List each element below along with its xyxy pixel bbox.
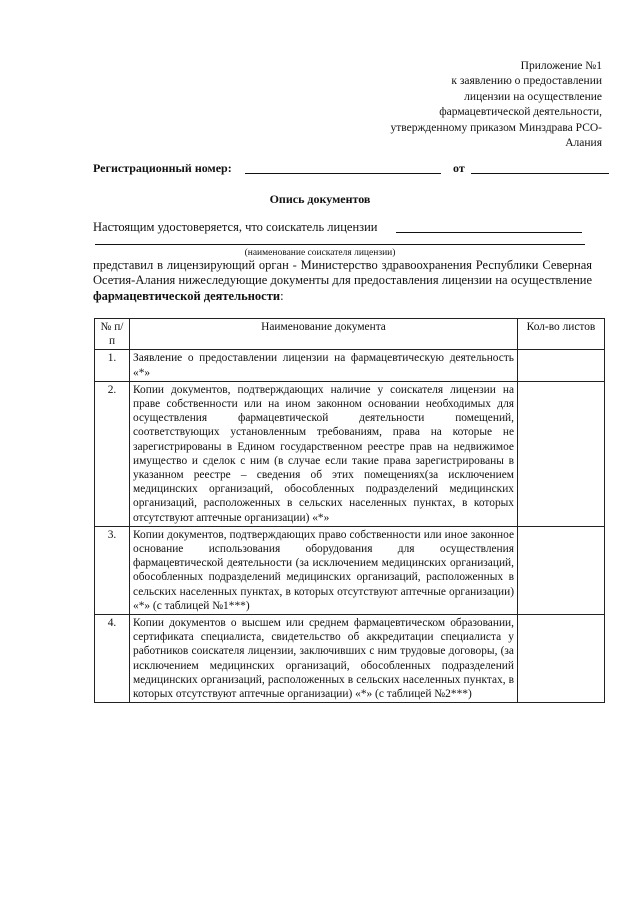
header-page-count: Кол-во листов (518, 319, 605, 350)
applicant-name-field-continued[interactable] (95, 244, 585, 245)
applicant-name-field[interactable] (396, 232, 582, 233)
appendix-line: Алания (565, 137, 602, 150)
intro-tail: : (280, 288, 284, 303)
table-row (95, 526, 605, 614)
row-num: 3. (95, 526, 130, 614)
row-document-name: Копии документов о высшем или среднем фармацевтическом образовании, сертификата специалиста, свидетельство об аккредитации специалиста у работников соискателя лицензии, заключивших с ним трудовые договоры, (за исключением медицинских организаций, обособленных подразделений медицинских организаций, расположенных в сельских населенных пунктах, в которых отсутствуют аптечные организации) «*» (с таблицей №2***) (130, 615, 518, 703)
row-num: 2. (95, 381, 130, 526)
registration-date-field[interactable] (471, 173, 609, 174)
page-title: Опись документов (269, 192, 371, 206)
row-page-count[interactable] (518, 526, 605, 614)
row-page-count[interactable] (518, 615, 605, 703)
certify-text: Настоящим удостоверяется, что соискатель лицензии (93, 220, 378, 234)
applicant-name-caption: (наименование соискателя лицензии) (244, 248, 396, 258)
row-document-name: Заявление о предоставлении лицензии на фармацевтическую деятельность «*» (130, 350, 518, 381)
registration-number-field[interactable] (245, 173, 441, 174)
row-num: 1. (95, 350, 130, 381)
documents-table (94, 318, 605, 703)
table-header-row (95, 319, 605, 350)
registration-row (93, 161, 613, 181)
row-document-name: Копии документов, подтверждающих наличие у соискателя лицензии на праве собственности или на ином законном основании необходимых для осуществления фармацевтической деятельности помещений, соответствующих установленным требованиям, права на которые не зарегистрированы в Едином государственном реестре прав на недвижимое имущество и сделок с ним (в случае если такие права зарегистрированы в указанном реестре – сведения об этих помещениях(за исключением медицинских организаций, обособленных подразделений медицинских организаций, расположенных в сельских населенных пунктах, в которых отсутствуют аптечные организации) «*» (130, 381, 518, 526)
header-num: № п/п (95, 319, 130, 350)
appendix-line: утвержденному приказом Минздрава РСО- (390, 121, 602, 134)
table-row (95, 350, 605, 381)
appendix-line: к заявлению о предоставлении (451, 75, 602, 88)
appendix-line: фармацевтической деятельности, (439, 106, 602, 119)
header-document-name: Наименование документа (130, 319, 518, 350)
appendix-header (390, 59, 602, 151)
row-document-name: Копии документов, подтверждающих право собственности или иное законное основание использования оборудования для осуществления фармацевтической деятельности (за исключением медицинских организаций, обособленных подразделений медицинских организаций, расположенных в сельских населенных пунктах, в которых отсутствуют аптечные организации) «*» (с таблицей №1***) (130, 526, 518, 614)
activity-type: фармацевтической деятельности (93, 288, 281, 303)
intro-text: представил в лицензирующий орган - Министерство здравоохранения Республики Северная Осетия-Алания нижеследующие документы для предоставления лицензии на осуществление (93, 258, 592, 288)
registration-date-label: от (453, 161, 465, 175)
appendix-line: лицензии на осуществление (464, 90, 602, 103)
appendix-line: Приложение №1 (520, 60, 602, 72)
registration-label: Регистрационный номер: (93, 161, 232, 175)
intro-paragraph (93, 258, 592, 304)
table-row (95, 381, 605, 526)
row-page-count[interactable] (518, 381, 605, 526)
row-num: 4. (95, 615, 130, 703)
table-row (95, 615, 605, 703)
row-page-count[interactable] (518, 350, 605, 381)
